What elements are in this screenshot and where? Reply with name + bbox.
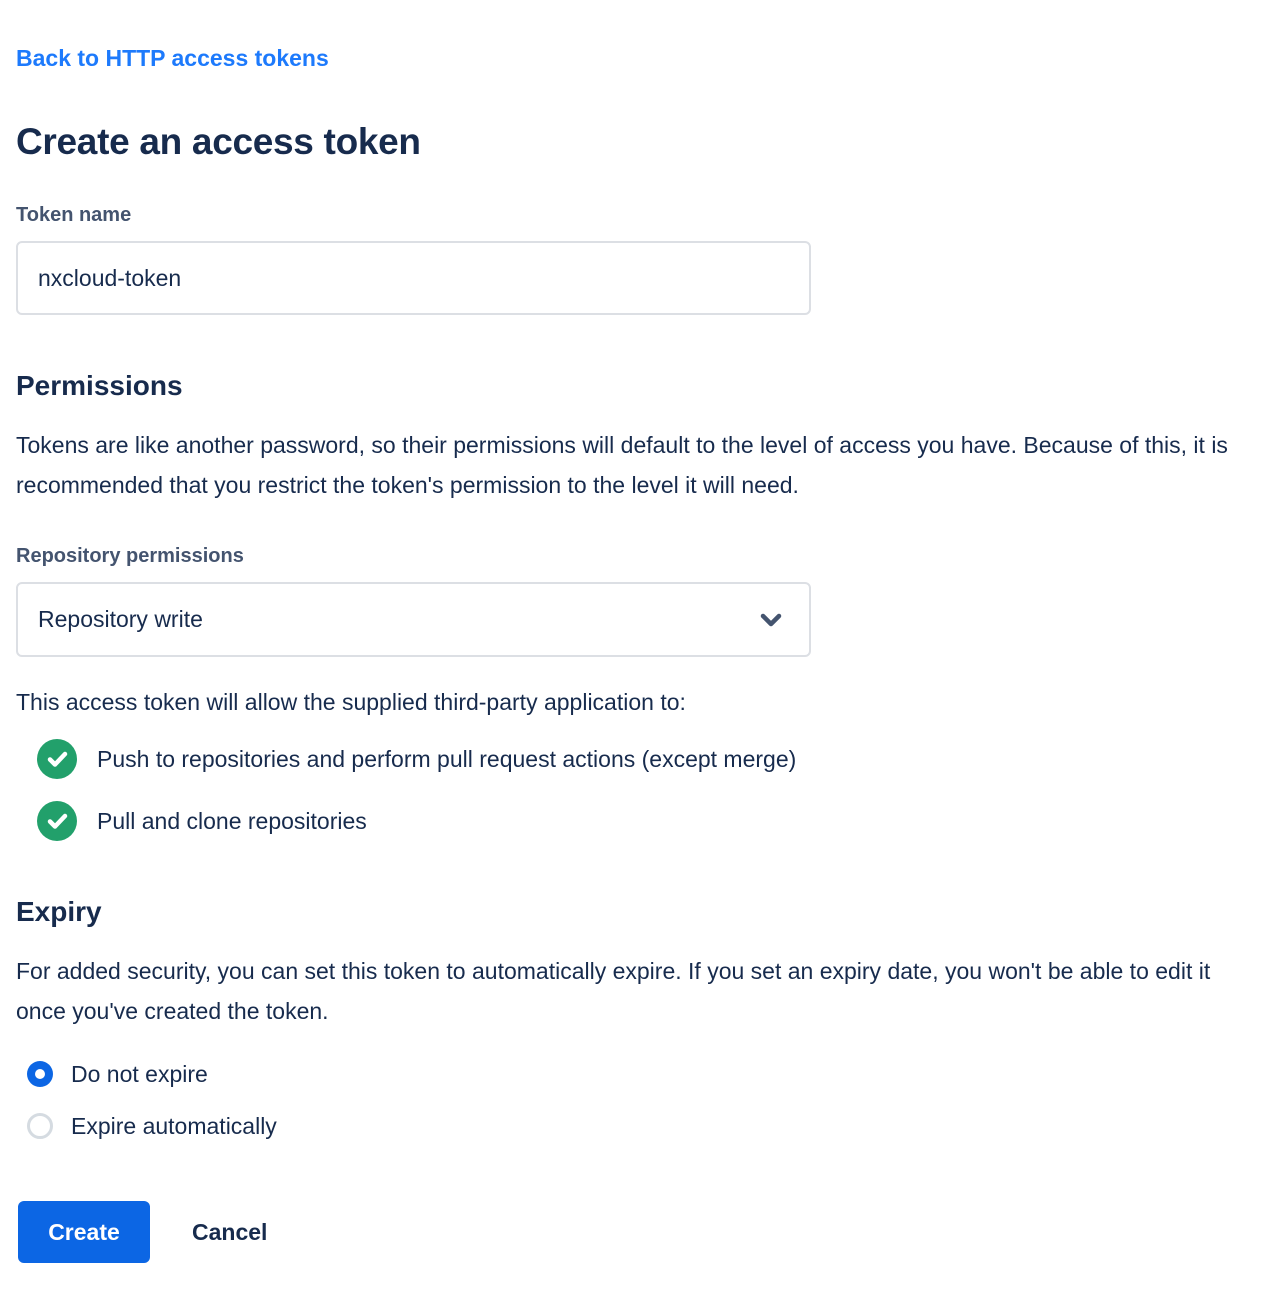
token-name-label: Token name: [16, 204, 132, 226]
token-name-input[interactable]: [16, 241, 811, 315]
radio-option-do-not-expire[interactable]: [16, 1059, 1258, 1089]
check-circle-icon: [37, 801, 77, 841]
expiry-heading: Expiry: [16, 896, 102, 927]
create-button[interactable]: Create: [18, 1201, 150, 1263]
radio-option-label: Expire automatically: [71, 1113, 277, 1139]
form-actions: [16, 1201, 1258, 1263]
cancel-button[interactable]: Cancel: [192, 1218, 268, 1245]
radio-option-expire-automatically[interactable]: [16, 1111, 1258, 1141]
expiry-description: For added security, you can set this token to automatically expire. If you set an expiry date, you won't be able to edit it once you've created the token.: [16, 958, 1211, 1024]
capability-text: Push to repositories and perform pull request actions (except merge): [97, 746, 797, 772]
radio-selected-icon[interactable]: [27, 1061, 53, 1087]
capability-item: [16, 739, 1258, 779]
page-title: Create an access token: [16, 121, 421, 162]
capability-item: [16, 801, 1258, 841]
chevron-down-icon: [758, 610, 784, 630]
repository-permissions-label: Repository permissions: [16, 545, 244, 567]
radio-unselected-icon[interactable]: [27, 1113, 53, 1139]
back-to-http-access-tokens-link[interactable]: Back to HTTP access tokens: [16, 45, 329, 71]
repository-permissions-selected-value: Repository write: [38, 606, 203, 632]
check-circle-icon: [37, 739, 77, 779]
allow-intro-text: This access token will allow the supplied third-party application to:: [16, 689, 686, 715]
radio-option-label: Do not expire: [71, 1061, 208, 1087]
permissions-description: Tokens are like another password, so their permissions will default to the level of access you have. Because of this, it is recommended that you restrict the token's permission to the level it will need.: [16, 432, 1228, 498]
repository-permissions-select[interactable]: [16, 582, 811, 657]
expiry-radio-group: [16, 1059, 1258, 1141]
capability-list: [16, 739, 1258, 841]
capability-text: Pull and clone repositories: [97, 808, 367, 834]
permissions-heading: Permissions: [16, 370, 183, 401]
